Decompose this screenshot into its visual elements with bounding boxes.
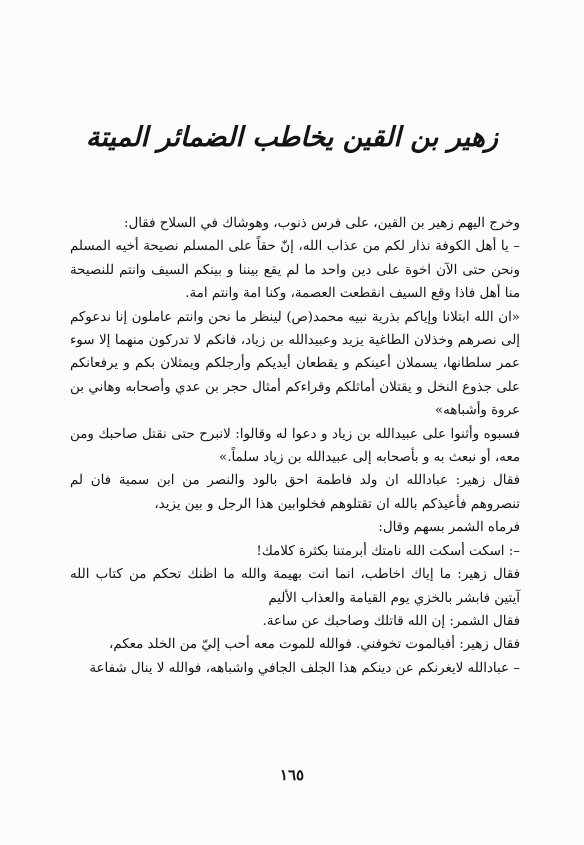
paragraph: وخرج اليهم زهير بن القين، على فرس ذنوب، وهوشاك في السلاح فقال:	[123, 216, 520, 231]
paragraph: فرماه الشمر بسهم وقال:	[378, 520, 520, 536]
paragraph: – يا أهل الكوفة نذار لكم من عذاب الله، إنّ حقاً على المسلم نصيحة أخيه المسلم ونحن حتى الآن اخوة على دين واحد ما لم يقع بيننا و بينكم السيف وانتم للنصيحة منا أهل فاذا وقع السيف انقطعت العصمة، وكنا امة وانتم امة.	[70, 239, 520, 302]
paragraph: فقال زهير: ما إياك اخاطب، انما انت بهيمة والله ما اظنك تحكم من كتاب الله آيتين فابشر بالخزي يوم القيامة والعذاب الأليم	[70, 567, 520, 606]
paragraph: فسبوه وأثنوا على عبيدالله بن زياد و دعوا له وقالوا: لانبرح حتى نقتل صاحبك ومن معه، أو نبعث به و بأصحابه إلى عبيدالله بن زياد سلماً.»	[70, 426, 520, 466]
paragraph: فقال زهير: عبادالله ان ولد فاطمة احق بالود والنصر من ابن سمية فان لم تنصروهم فأعيذكم بالله ان تقتلوهم فخلوابين هذا الرجل و بين يزيد،	[70, 473, 520, 512]
chapter-title: زهير بن القين يخاطب الضمائر الميتة	[85, 122, 499, 153]
paragraph: –: اسكت أسكت الله نامتك أبرمتنا بكثرة كلامك!	[256, 543, 520, 559]
paragraph: فقال زهير: أفبالموت تخوفني. فوالله للموت معه أحب إليّ من الخلد معكم،	[109, 637, 520, 653]
body-text	[70, 212, 520, 680]
page-number: ١٦٥	[279, 766, 305, 784]
paragraph: «ان الله ابتلانا وإياكم بذرية نبيه محمد(ص) لينظر ما نحن وانتم عاملون إنا ندعوكم إلى نصرهم وخذلان الطاغية يزيد وعبيدالله بن زياد، فانكم لا تدركون منهما إلا سوء عمر سلطانها، يسملان أعينكم و يقطعان أيديكم وأرجلكم ويمثلان بكم و يرفعانكم على جذوع النخل و يقتلان أماثلكم وقراءكم أمثال حجر بن عدي وأصحابه وهاني بن عروة وأشباهه»	[70, 309, 520, 419]
paragraph: – عبادالله لايغرنكم عن دينكم هذا الجلف الجافي واشباهه، فوالله لا ينال شفاعة	[89, 660, 520, 676]
paragraph: فقال الشمر: إن الله قاتلك وصاحبك عن ساعة.	[262, 613, 520, 629]
